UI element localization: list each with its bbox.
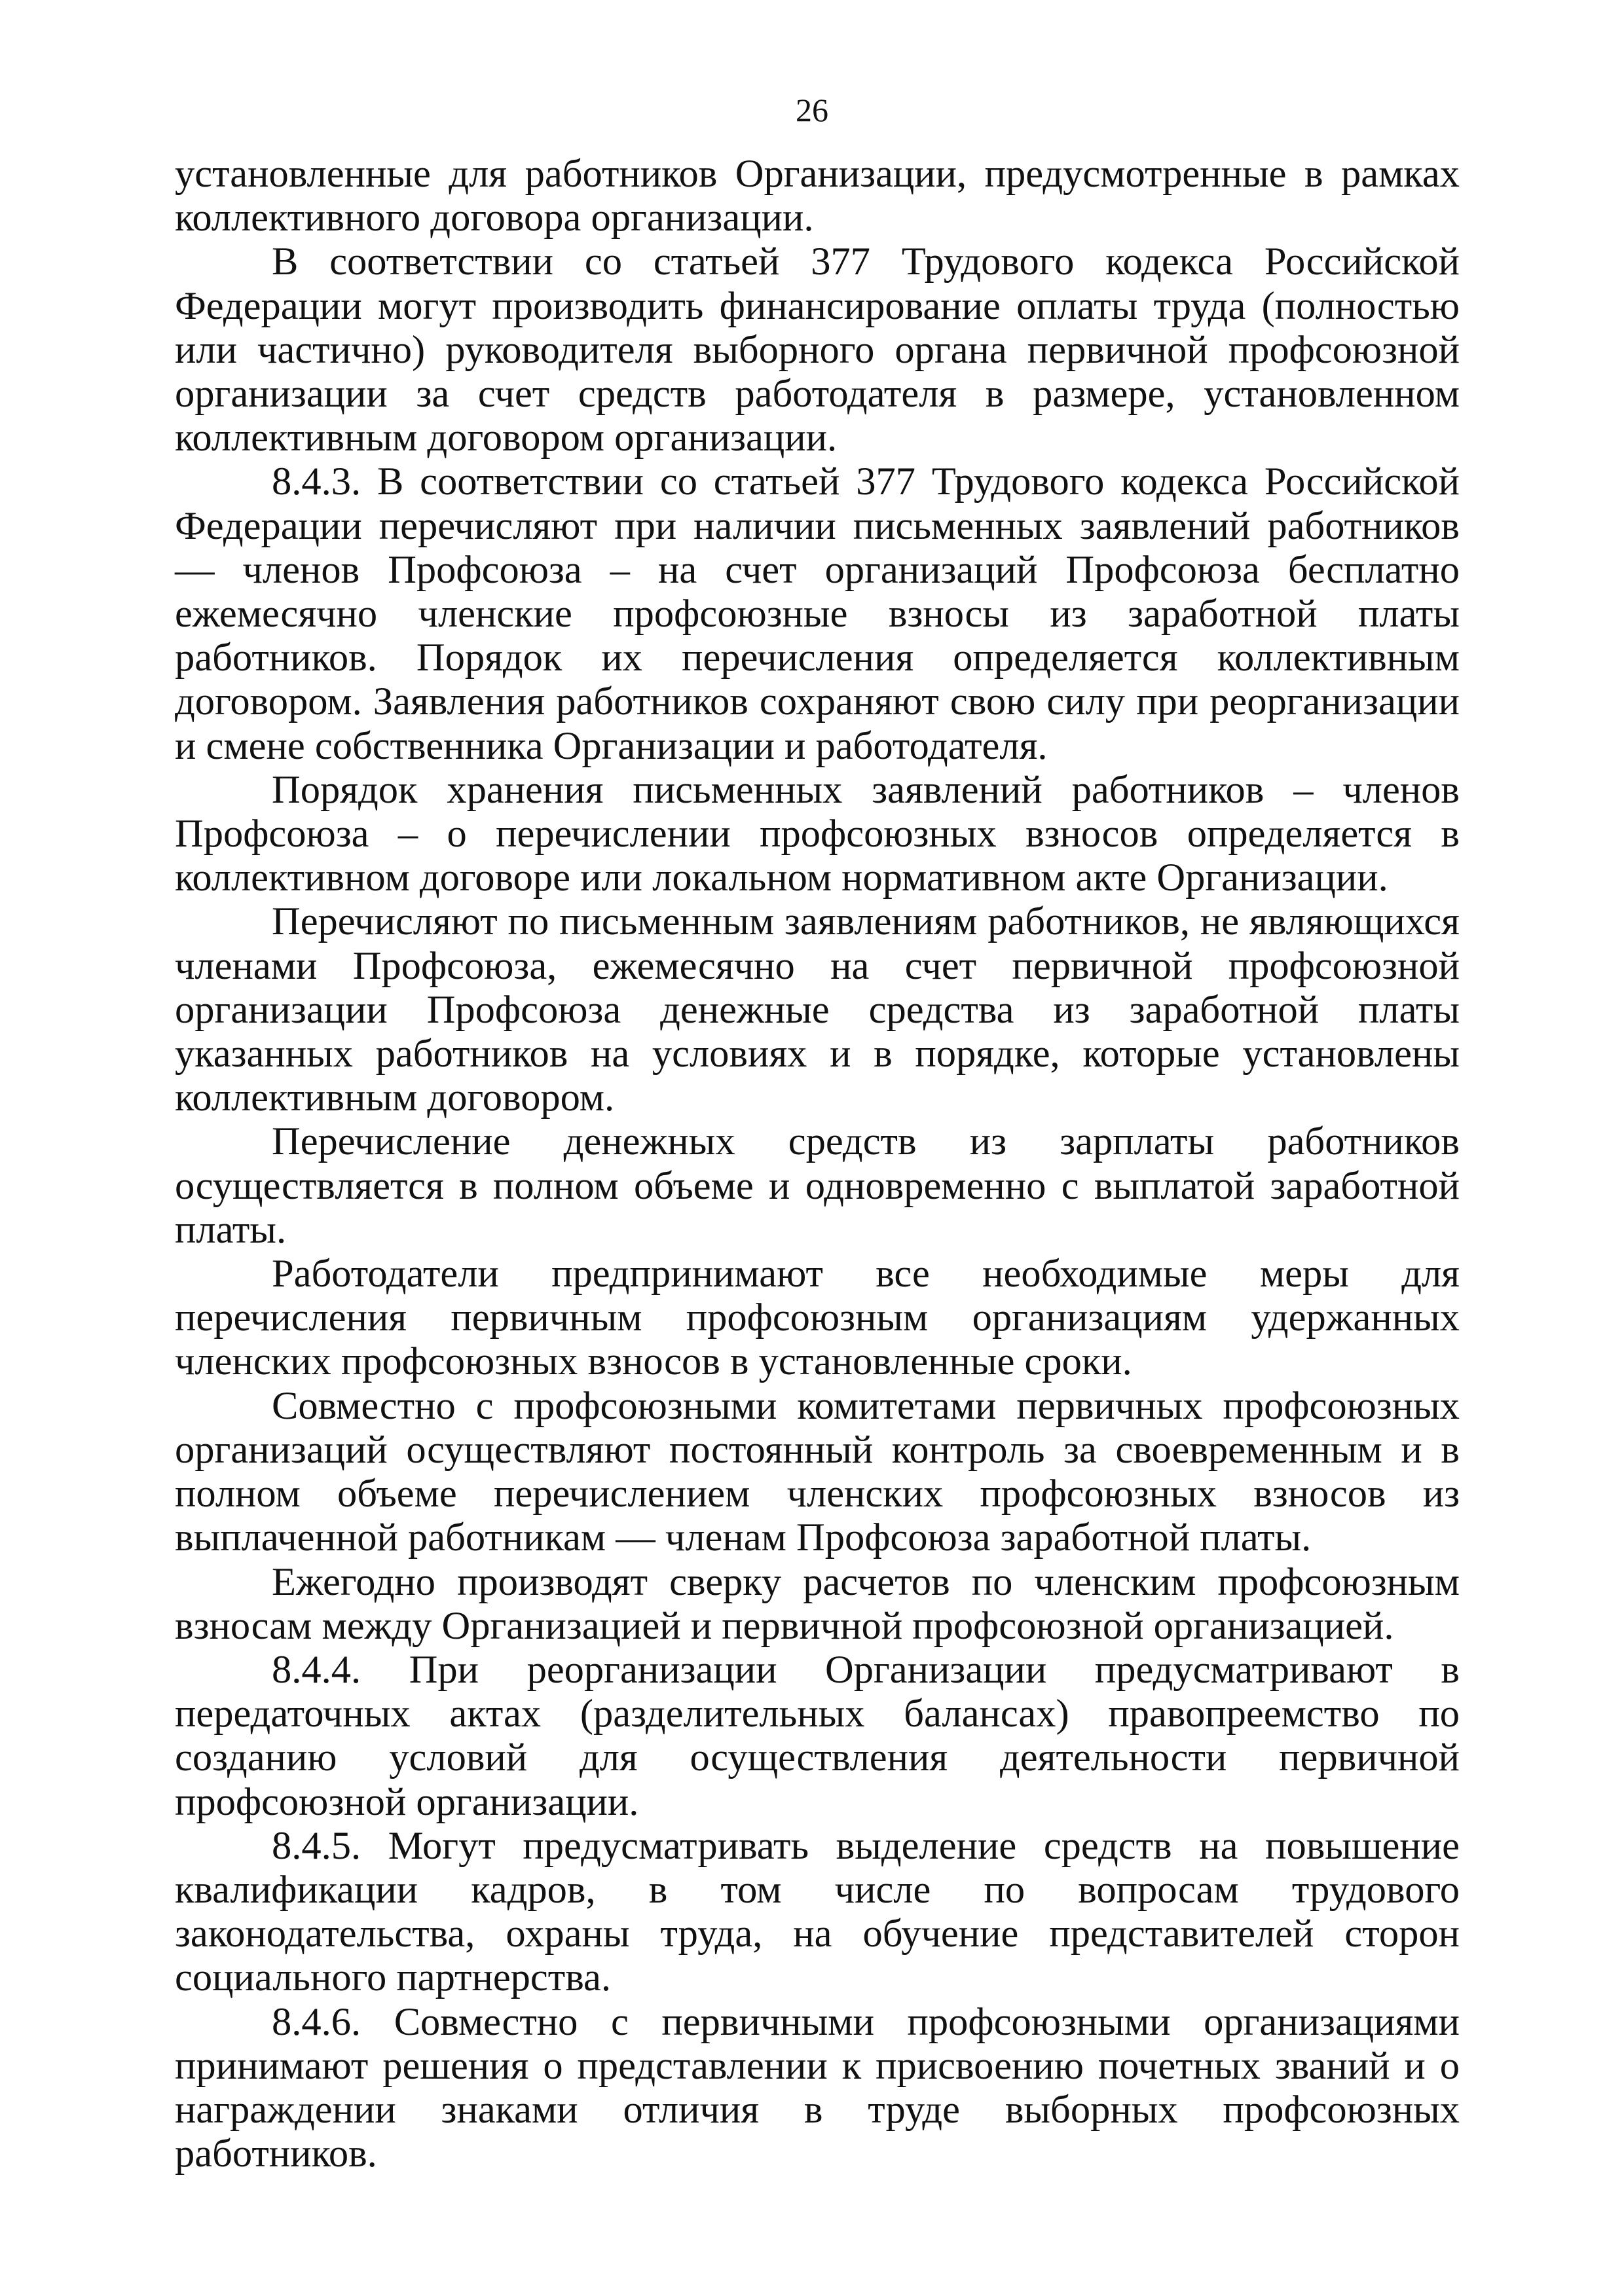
paragraph-annual-reconciliation: Ежегодно производят сверку расчетов по членским профсоюзным взносам между Организацией и первичной профсоюзной организацией. xyxy=(175,1559,1460,1648)
paragraph-8-4-5: 8.4.5. Могут предусматривать выделение средств на повышение квалификации кадров, в том числе по вопросам трудового законодательства, охраны труда, на обучение представителей сторон социального партнерства. xyxy=(175,1823,1460,2000)
paragraph-joint-control: Совместно с профсоюзными комитетами первичных профсоюзных организаций осуществляют постоянный контроль за своевременным и в полном объеме перечислением членских профсоюзных взносов из выплаченной работникам — членам Профсоюза заработной платы. xyxy=(175,1383,1460,1560)
paragraph-8-4-3: 8.4.3. В соответствии со статьей 377 Трудового кодекса Российской Федерации перечисляют при наличии письменных заявлений работников — членов Профсоюза – на счет организаций Профсоюза бесплатно ежемесячно членские профсоюзные взносы из заработной платы работников. Порядок их перечисления определяется коллективным договором. Заявления работников сохраняют свою силу при реорганизации и смене собственника Организации и работодателя. xyxy=(175,460,1460,768)
document-body xyxy=(175,152,1460,2176)
paragraph-salary-financing: В соответствии со статьей 377 Трудового кодекса Российской Федерации могут производить финансирование оплаты труда (полностью или частично) руководителя выборного органа первичной профсоюзной организации за счет средств работодателя в размере, установленном коллективным договором организации. xyxy=(175,240,1460,460)
paragraph-transfer-procedure: Перечисление денежных средств из зарплаты работников осуществляется в полном объеме и одновременно с выплатой заработной платы. xyxy=(175,1120,1460,1252)
paragraph-8-4-6: 8.4.6. Совместно с первичными профсоюзными организациями принимают решения о представлении к присвоению почетных званий и о награждении знаками отличия в труде выборных профсоюзных работников. xyxy=(175,1999,1460,2176)
paragraph-statement-storage: Порядок хранения письменных заявлений работников – членов Профсоюза – о перечислении профсоюзных взносов определяется в коллективном договоре или локальном нормативном акте Организации. xyxy=(175,767,1460,900)
page-number: 26 xyxy=(796,92,828,128)
paragraph-continuation: установленные для работников Организации, предусмотренные в рамках коллективного договора организации. xyxy=(175,152,1460,240)
paragraph-non-member-transfer: Перечисляют по письменным заявлениям работников, не являющихся членами Профсоюза, ежемесячно на счет первичной профсоюзной организации Профсоюза денежные средства из заработной платы указанных работников на условиях и в порядке, которые установлены коллективным договором. xyxy=(175,900,1460,1120)
paragraph-employer-measures: Работодатели предпринимают все необходимые меры для перечисления первичным профсоюзным организациям удержанных членских профсоюзных взносов в установленные сроки. xyxy=(175,1252,1460,1384)
paragraph-8-4-4: 8.4.4. При реорганизации Организации предусматривают в передаточных актах (разделительных балансах) правопреемство по созданию условий для осуществления деятельности первичной профсоюзной организации. xyxy=(175,1647,1460,1824)
